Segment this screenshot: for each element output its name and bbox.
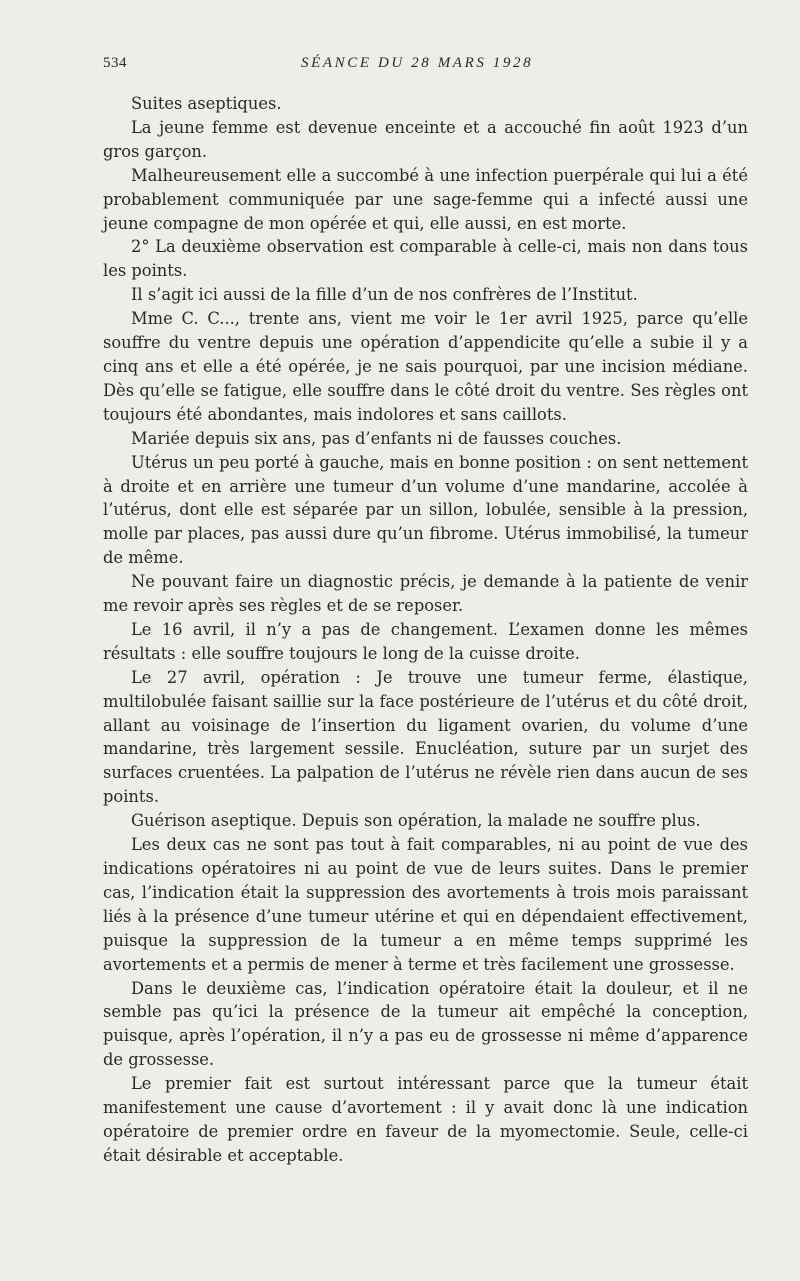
paragraph: Mme C. C..., trente ans, vient me voir le 1er avril 1925, parce qu’elle souffre du ventre depuis une opération d’appendicite qu’elle a subie il y a cinq ans et elle a été opérée, je ne sais pourquoi, par une incision médiane. Dès qu’elle se fatigue, elle souffre dans le côté droit du ventre. Ses règles ont toujours été abondantes, mais indolores et sans caillots.: [103, 309, 748, 424]
paragraph: Le premier fait est surtout intéressant parce que la tumeur était manifestement une cause d’avortement : il y avait donc là une indication opératoire de premier ordre en faveur de la myomectomie. Seule, celle-ci était désirable et acceptable.: [103, 1074, 748, 1165]
paragraph: Malheureusement elle a succombé à une infection puerpérale qui lui a été probablement communiquée par une sage-femme qui a infecté aussi une jeune compagne de mon opérée et qui, elle aussi, en est morte.: [103, 165, 748, 233]
page-header: [103, 55, 748, 79]
paragraph: Guérison aseptique. Depuis son opération, la malade ne souffre plus.: [131, 811, 701, 831]
paragraph: Les deux cas ne sont pas tout à fait comparables, ni au point de vue des indications opératoires ni au point de vue de leurs suites. Dans le premier cas, l’indication était la suppression des avortements à trois mois paraissant liés à la présence d’une tumeur utérine et qui en dépendaient effectivement, puisque la suppression de la tumeur a en même temps supprimé les avortements et a permis de mener à terme et très facilement une grossesse.: [103, 835, 748, 974]
paragraph: Ne pouvant faire un diagnostic précis, je demande à la patiente de venir me revoir après ses règles et de se reposer.: [103, 572, 748, 616]
paragraph: Il s’agit ici aussi de la fille d’un de nos confrères de l’Institut.: [131, 285, 638, 305]
running-head: SÉANCE DU 28 MARS 1928: [301, 55, 534, 71]
paragraph: Le 16 avril, il n’y a pas de changement. L’examen donne les mêmes résultats : elle souffre toujours le long de la cuisse droite.: [103, 619, 748, 663]
paragraph: Utérus un peu porté à gauche, mais en bonne position : on sent nettement à droite et en arrière une tumeur d’un volume d’une mandarine, accolée à l’utérus, dont elle est séparée par un sillon, lobulée, sensible à la pression, molle par places, pas aussi dure qu’un fibrome. Utérus immobilisé, la tumeur de même.: [103, 452, 748, 568]
paragraph: Le 27 avril, opération : Je trouve une tumeur ferme, élastique, multilobulée faisant saillie sur la face postérieure de l’utérus et du côté droit, allant au voisinage de l’insertion du ligament ovarien, du volume d’une mandarine, très largement sessile. Enucléation, suture par un surjet des surfaces cruentées. La palpation de l’utérus ne révèle rien dans aucun de ses points.: [103, 667, 748, 807]
paragraph: Dans le deuxième cas, l’indication opératoire était la douleur, et il ne semble pas qu’ici la présence de la tumeur ait empêché la conception, puisque, après l’opération, il n’y a pas eu de grossesse ni même d’apparence de grossesse.: [103, 978, 748, 1070]
page-number: 534: [103, 55, 127, 71]
paragraph: Mariée depuis six ans, pas d’enfants ni de fausses couches.: [131, 428, 622, 448]
paragraph: 2° La deuxième observation est comparable à celle-ci, mais non dans tous les points.: [103, 237, 748, 281]
body-text: [103, 92, 748, 1168]
paragraph: La jeune femme est devenue enceinte et a accouché fin août 1923 d’un gros garçon.: [103, 117, 748, 161]
paragraph: Suites aseptiques.: [131, 94, 282, 113]
